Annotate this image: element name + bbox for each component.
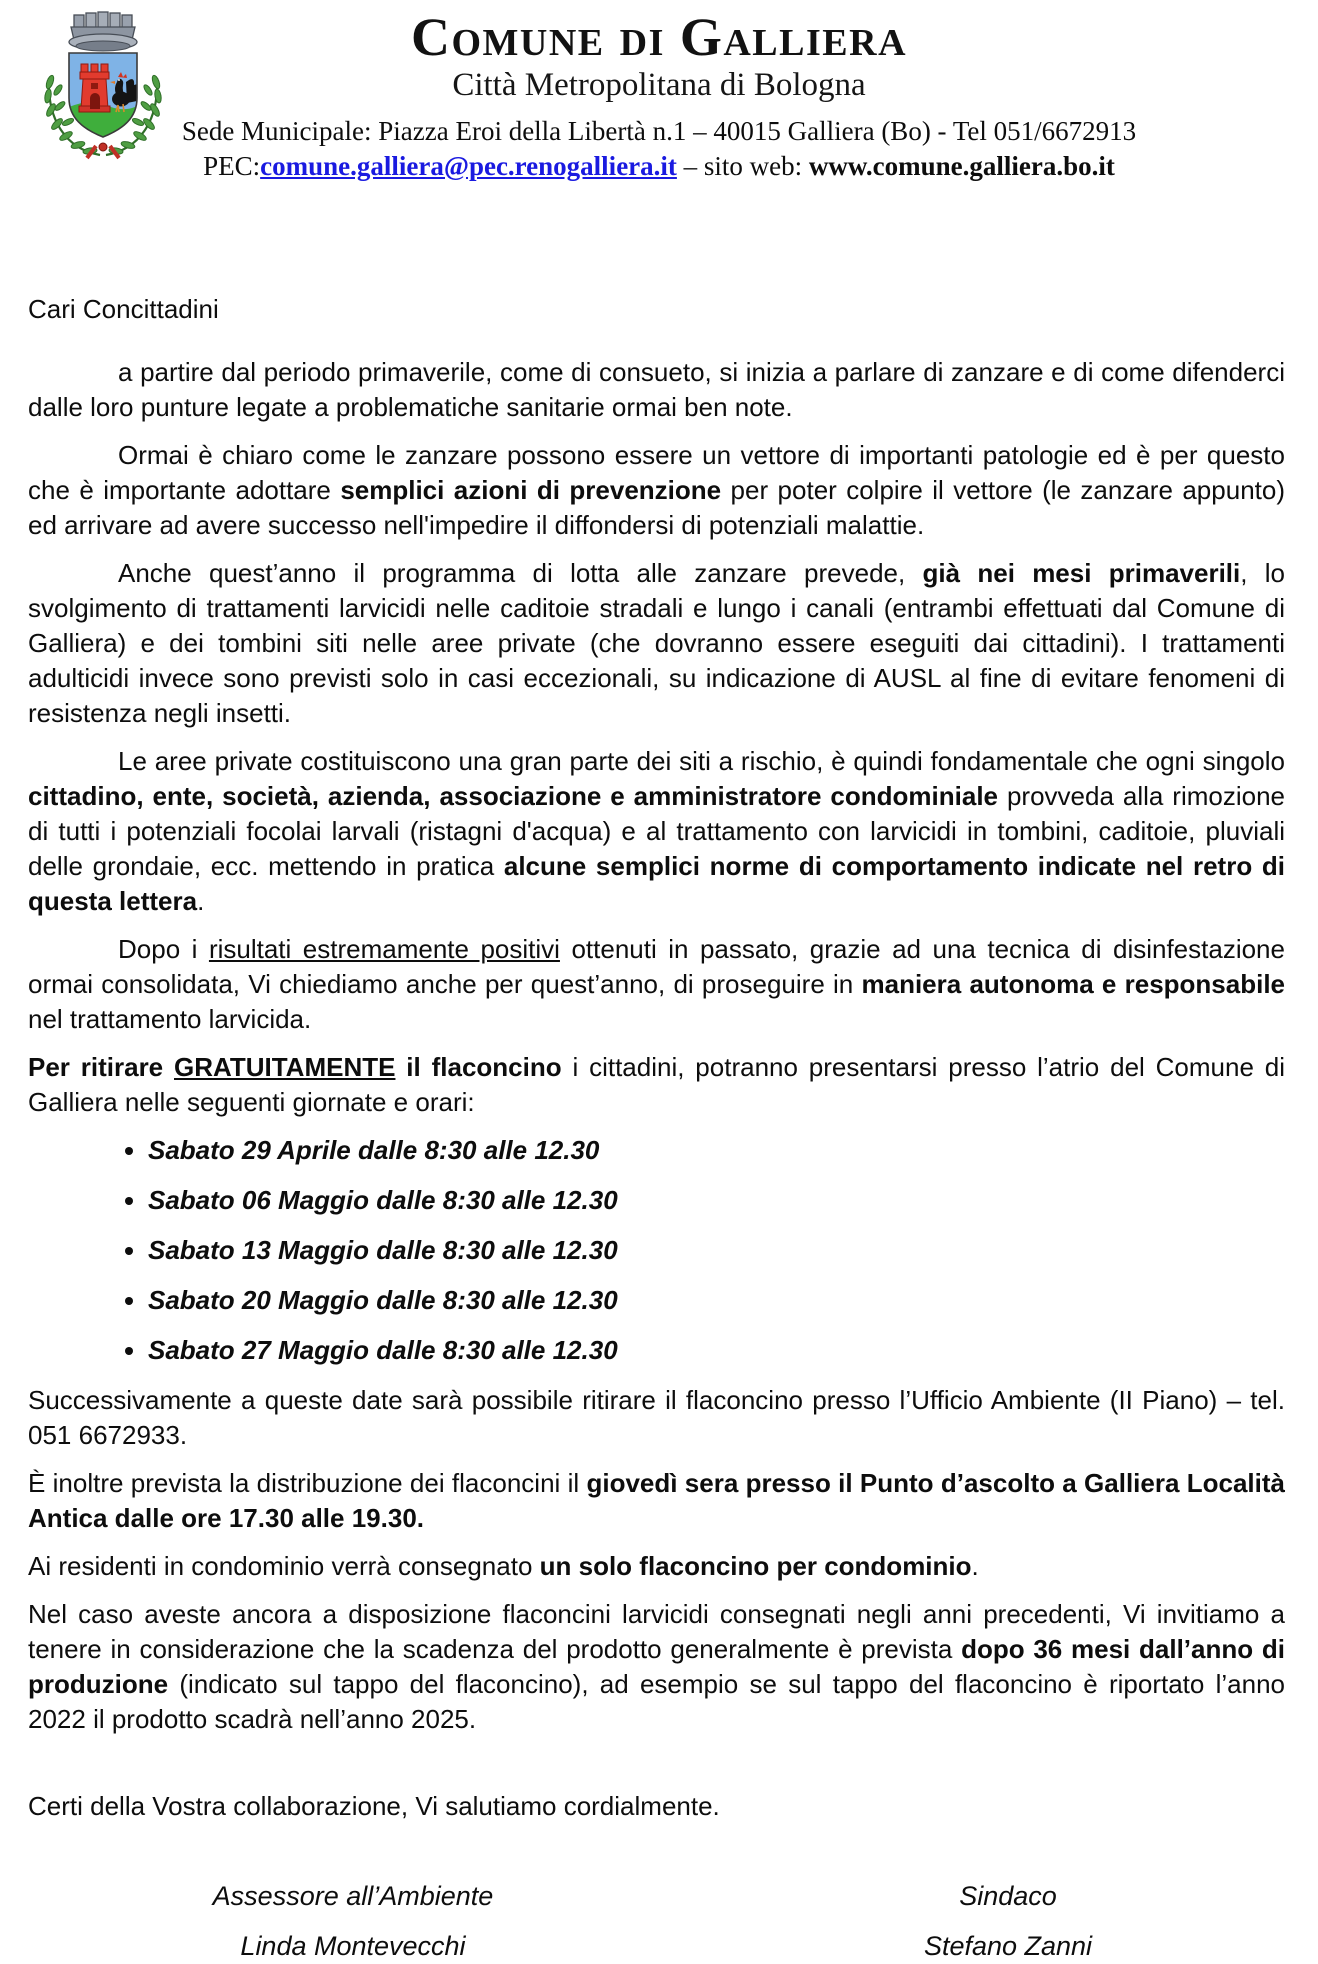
text-run: (indicato sul tappo del flaconcino), ad esempio se sul tappo del flaconcino è riportato l’anno 2022 il prodotto scadrà nell’anno 2025.: [28, 1669, 1285, 1734]
pec-label: PEC:: [203, 150, 261, 181]
text-run: Ai residenti in condominio verrà consegnato: [28, 1551, 540, 1581]
schedule-item: • Sabato 13 Maggio dalle 8:30 alle 12.30: [148, 1233, 1285, 1268]
paragraph-program: [28, 556, 1285, 731]
text-run-bold: semplici azioni di prevenzione: [340, 475, 722, 505]
schedule-item: • Sabato 27 Maggio dalle 8:30 alle 12.30: [148, 1333, 1285, 1368]
text-run-bold: alcune semplici norme di comportamento indicate nel retro di questa lettera: [28, 851, 1286, 916]
signature-name: Linda Montevecchi: [240, 1931, 466, 1961]
text-run-underline: risultati estremamente positivi: [208, 934, 560, 964]
schedule-item: • Sabato 06 Maggio dalle 8:30 alle 12.30: [148, 1183, 1285, 1218]
municipality-title: Comune di Galliera: [410, 7, 908, 67]
municipality-subtitle: Città Metropolitana di Bologna: [452, 67, 866, 103]
text-run-bold: dopo 36 mesi dall’anno di produzione: [28, 1634, 1285, 1699]
text-run: per poter colpire il vettore (le zanzare appunto) ed arrivare ad avere successo nell'impedire il diffondersi di potenziali malattie.: [28, 475, 1285, 540]
signature-name: Stefano Zanni: [923, 1931, 1093, 1961]
text-run: .: [197, 886, 205, 916]
contact-line: [0, 150, 1318, 182]
text-run-bold: Per ritirare: [28, 1052, 174, 1082]
closing-line: Certi della Vostra collaborazione, Vi salutiamo cordialmente.: [28, 1791, 720, 1821]
letterhead: [0, 0, 1318, 188]
text-run: Successivamente a queste date sarà possibile ritirare il flaconcino presso l’Ufficio Ambiente (II Piano) – tel. 051 6672933.: [28, 1385, 1285, 1450]
text-run: .: [971, 1551, 979, 1581]
paragraph-condominium: [28, 1549, 1285, 1584]
paragraph-thursday-distribution: [28, 1466, 1285, 1536]
schedule-item: • Sabato 20 Maggio dalle 8:30 alle 12.30: [148, 1283, 1285, 1318]
text-run-bold: giovedì sera presso il Punto d’ascolto a Galliera Località Antica dalle ore 17.30 alle 19.30.: [28, 1468, 1285, 1533]
paragraph-office-pickup: [28, 1383, 1285, 1453]
text-run: Dopo i: [118, 934, 209, 964]
paragraph-results: [28, 932, 1285, 1037]
text-run: È inoltre prevista la distribuzione dei flaconcini il: [28, 1468, 587, 1498]
shield-icon: [69, 53, 141, 137]
signature-role: Assessore all’Ambiente: [212, 1881, 494, 1911]
text-run-bold: già nei mesi primaverili: [922, 558, 1241, 588]
text-run: provveda alla rimozione di tutti i potenziali focolai larvali (ristagni d'acqua) e al trattamento con larvicidi in tombini, caditoie, pluviali delle grondaie, ecc. mettendo in pratica: [28, 781, 1285, 881]
tower-icon: [79, 64, 110, 112]
crown-icon: [69, 12, 137, 51]
coat-of-arms-icon: [38, 6, 168, 161]
text-run: , lo svolgimento di trattamenti larvicidi nelle caditoie stradali e lungo i canali (entrambi effettuati dal Comune di Galliera) e dei tombini siti nelle aree private (che dovranno essere eseguiti dai cittadini). I trattamenti adulticidi invece sono previsti solo in casi eccezionali, su indicazione di AUSL al fine di evitare fenomeni di resistenza negli insetti.: [28, 558, 1285, 728]
site-separator: – sito web:: [676, 150, 809, 181]
website-text: www.comune.galliera.bo.it: [808, 150, 1115, 181]
text-run-bold: cittadino, ente, società, azienda, associazione e amministratore condominiale: [28, 781, 999, 811]
text-run-bold: maniera autonoma e responsabile: [861, 969, 1286, 999]
text-run: Nel caso aveste ancora a disposizione flaconcini larvicidi consegnati negli anni precedenti, Vi invitiamo a tenere in considerazione che la scadenza del prodotto generalmente è prevista: [28, 1599, 1285, 1664]
text-run-bold: il flaconcino: [395, 1052, 562, 1082]
text-run-bold: un solo flaconcino per condominio: [539, 1551, 972, 1581]
schedule-item: • Sabato 29 Aprile dalle 8:30 alle 12.30: [148, 1133, 1285, 1168]
signature-mayor: [788, 1879, 1228, 1964]
paragraph-expiry: [28, 1597, 1285, 1737]
schedule-list: [28, 1133, 1285, 1368]
paragraph-pickup-info: [28, 1050, 1285, 1120]
signature-role: Sindaco: [959, 1881, 1057, 1911]
text-run-bold-underline: GRATUITAMENTE: [174, 1052, 396, 1082]
address-line: Sede Municipale: Piazza Eroi della Libertà n.1 – 40015 Galliera (Bo) - Tel 051/6672913: [181, 115, 1137, 146]
pec-email-link[interactable]: comune.galliera@pec.renogalliera.it: [260, 150, 677, 181]
salutation: Cari Concittadini: [28, 294, 219, 324]
signature-assessor: [133, 1879, 573, 1964]
paragraph-intro: [28, 355, 1285, 425]
text-run: ottenuti in passato, grazie ad una tecnica di disinfestazione ormai consolidata, Vi chiediamo anche per quest’anno, di proseguire in: [28, 934, 1285, 999]
paragraph-vectors: [28, 438, 1285, 543]
paragraph-private-areas: [28, 744, 1285, 919]
text-run: i cittadini, potranno presentarsi presso l’atrio del Comune di Galliera nelle seguenti giornate e orari:: [28, 1052, 1285, 1117]
text-run: a partire dal periodo primaverile, come di consueto, si inizia a parlare di zanzare e di come difenderci dalle loro punture legate a problematiche sanitarie ormai ben note.: [28, 357, 1285, 422]
coat-of-arms-logo: [38, 6, 168, 161]
letter-body: [28, 292, 1285, 1964]
signature-block: [28, 1879, 1285, 1964]
text-run: Le aree private costituiscono una gran parte dei siti a rischio, è quindi fondamentale che ogni singolo: [118, 746, 1285, 776]
text-run: Anche quest’anno il programma di lotta alle zanzare prevede,: [118, 558, 923, 588]
text-run: nel trattamento larvicida.: [28, 1004, 312, 1034]
text-run: Ormai è chiaro come le zanzare possono essere un vettore di importanti patologie ed è per questo che è importante adottare: [28, 440, 1285, 505]
